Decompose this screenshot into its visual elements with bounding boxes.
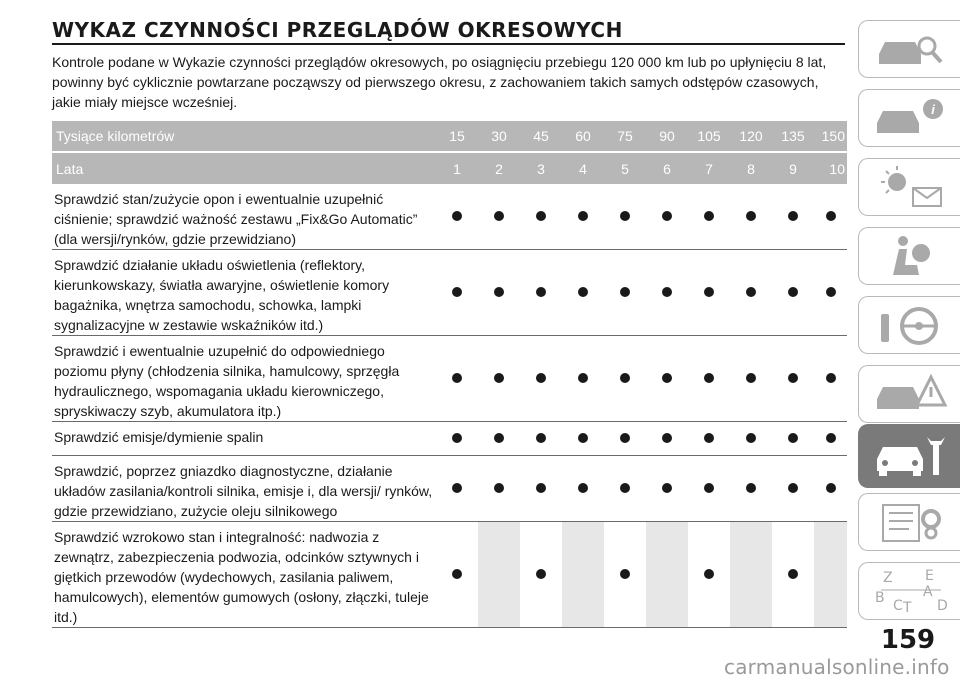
check-dot [620, 211, 630, 221]
check-dot [494, 483, 504, 493]
schedule-row-description: Sprawdzić, poprzez gniazdko diagnostyczne, działanie układów zasilania/kontroli silnika, emisje i, dla wersji/ rynków, gdzie przewidziano, zużycie oleju silnikowego [52, 456, 436, 522]
schedule-row-description: Sprawdzić emisje/dymienie spalin [52, 422, 436, 456]
km-header-row-value: 30 [478, 121, 520, 152]
check-cell [478, 336, 520, 422]
chapter-tab[interactable] [858, 493, 960, 551]
chapter-tab[interactable] [858, 227, 960, 285]
years-header-row-value: 9 [772, 152, 814, 184]
check-dot [704, 569, 714, 579]
check-dot [452, 569, 462, 579]
check-dot [826, 211, 836, 221]
check-dot [494, 211, 504, 221]
alphabet-letter: C [892, 598, 903, 614]
check-dot [620, 373, 630, 383]
check-dot [620, 569, 630, 579]
years-header-row [52, 152, 847, 184]
check-cell [604, 422, 646, 456]
km-header-row-label: Tysiące kilometrów [52, 121, 436, 152]
alphabet-letter: E [924, 568, 934, 584]
check-cell [772, 456, 814, 522]
check-dot [704, 483, 714, 493]
check-dot [536, 373, 546, 383]
check-dot [536, 287, 546, 297]
check-dot [662, 433, 672, 443]
steering-wheel-icon [869, 300, 951, 350]
check-dot [536, 569, 546, 579]
check-dot [788, 373, 798, 383]
schedule-row [52, 422, 847, 456]
check-dot [662, 211, 672, 221]
chapter-tab[interactable] [858, 365, 960, 423]
chapter-tab[interactable] [858, 296, 960, 354]
check-cell [814, 184, 847, 250]
check-cell [772, 336, 814, 422]
check-cell [814, 336, 847, 422]
km-header-row-value: 105 [688, 121, 730, 152]
car-search-icon [869, 24, 951, 74]
check-cell [814, 456, 847, 522]
check-cell [436, 522, 478, 628]
check-dot [746, 373, 756, 383]
check-cell [520, 184, 562, 250]
chapter-tab[interactable] [858, 89, 960, 147]
check-dot [578, 287, 588, 297]
km-header-row-value: 75 [604, 121, 646, 152]
years-header-row-value: 6 [646, 152, 688, 184]
check-cell [436, 250, 478, 336]
km-header-row [52, 121, 847, 152]
check-cell [520, 422, 562, 456]
check-cell [478, 422, 520, 456]
check-dot [452, 287, 462, 297]
check-dot [620, 287, 630, 297]
km-header-row-value: 60 [562, 121, 604, 152]
check-cell [646, 184, 688, 250]
watermark: carmanualsonline.info [724, 655, 950, 679]
check-dot [788, 569, 798, 579]
check-dot [826, 373, 836, 383]
check-dot [578, 373, 588, 383]
check-cell [688, 250, 730, 336]
check-dot [662, 287, 672, 297]
check-dot [704, 211, 714, 221]
chapter-tab[interactable] [858, 20, 960, 78]
km-header-row-value: 45 [520, 121, 562, 152]
check-cell [772, 184, 814, 250]
check-cell [436, 422, 478, 456]
check-dot [536, 433, 546, 443]
check-cell [646, 422, 688, 456]
alphabet-letter: T [902, 600, 912, 616]
years-header-row-value: 5 [604, 152, 646, 184]
check-dot [494, 373, 504, 383]
check-cell [730, 456, 772, 522]
check-cell [436, 336, 478, 422]
page-number: 159 [880, 625, 936, 655]
alphabet-letter: Z [882, 570, 893, 586]
check-dot [494, 287, 504, 297]
schedule-row [52, 336, 847, 422]
chapter-tabs-sidebar [858, 0, 960, 686]
check-dot [746, 483, 756, 493]
check-cell [478, 250, 520, 336]
check-cell [436, 184, 478, 250]
chapter-tab[interactable] [858, 562, 960, 620]
check-dot [620, 483, 630, 493]
check-dot [704, 433, 714, 443]
check-cell [562, 456, 604, 522]
years-header-row-value: 1 [436, 152, 478, 184]
years-header-row-value: 8 [730, 152, 772, 184]
check-cell [814, 422, 847, 456]
years-header-row-value: 2 [478, 152, 520, 184]
years-header-row-value: 3 [520, 152, 562, 184]
schedule-row-description: Sprawdzić działanie układu oświetlenia (reflektory, kierunkowskazy, światła awaryjne, oświetlenie komory bagażnika, wnętrza samochodu, schowka, lampki sygnalizacyjne w zestawie wskaźników itd.) [52, 250, 436, 336]
check-dot [494, 433, 504, 443]
check-cell [562, 184, 604, 250]
svg-text:i: i [930, 102, 935, 117]
km-header-row-value: 90 [646, 121, 688, 152]
check-dot [746, 433, 756, 443]
empty-cell [730, 522, 772, 628]
check-dot [704, 373, 714, 383]
check-cell [772, 250, 814, 336]
schedule-row-description: Sprawdzić stan/zużycie opon i ewentualnie uzupełnić ciśnienie; sprawdzić ważność zestawu „Fix&Go Automatic” (dla wersji/rynków, gdzie przewidziano) [52, 184, 436, 250]
check-dot [826, 483, 836, 493]
check-cell [814, 250, 847, 336]
check-cell [520, 250, 562, 336]
check-dot [578, 211, 588, 221]
intro-paragraph: Kontrole podane w Wykazie czynności przeglądów okresowych, po osiągnięciu przebiegu 120 000 km lub po upłynięciu 8 lat, powinny być cyklicznie powtarzane począwszy od pierwszego okresu, z zachowaniem takich samych odstępów czasowych, jakie miały miejsce wcześniej. [52, 54, 827, 110]
alphabet-letter: A [922, 584, 933, 600]
check-dot [788, 483, 798, 493]
check-dot [826, 287, 836, 297]
maintenance-schedule-table [52, 121, 847, 628]
years-header-row-value: 10 [814, 152, 847, 184]
check-dot [620, 433, 630, 443]
check-dot [788, 433, 798, 443]
check-cell [646, 456, 688, 522]
check-cell [730, 336, 772, 422]
check-dot [746, 287, 756, 297]
check-cell [562, 250, 604, 336]
alphabet-letter: B [874, 590, 885, 606]
check-cell [772, 422, 814, 456]
schedule-row-description: Sprawdzić i ewentualnie uzupełnić do odpowiedniego poziomu płyny (chłodzenia silnika, hamulcowy, sprzęgła hydraulicznego, wspomagania układu kierowniczego, spryskiwaczy szyb, akumulatora itp.) [52, 336, 436, 422]
check-dot [536, 483, 546, 493]
empty-cell [814, 522, 847, 628]
airbag-seat-icon [869, 231, 951, 281]
empty-cell [478, 522, 520, 628]
check-cell [688, 336, 730, 422]
check-cell [730, 422, 772, 456]
years-header-row-value: 7 [688, 152, 730, 184]
check-dot [826, 433, 836, 443]
check-dot [662, 373, 672, 383]
check-cell [562, 422, 604, 456]
check-cell [688, 456, 730, 522]
page-title: WYKAZ CZYNNOŚCI PRZEGLĄDÓW OKRESOWYCH [52, 18, 623, 42]
car-warning-triangle-icon [869, 369, 951, 419]
car-info-icon [869, 93, 951, 143]
check-cell [730, 184, 772, 250]
schedule-row-description: Sprawdzić wzrokowo stan i integralność: nadwozia z zewnątrz, zabezpieczenia podwozia, odcinków sztywnych i giętkich przewodów (wydechowych, zasilania paliwem, hamulcowych), elementów gumowych (osłony, złączki, tuleje itd.) [52, 522, 436, 628]
check-dot [788, 287, 798, 297]
schedule-row [52, 522, 847, 628]
alphabet-index-icon [869, 566, 951, 616]
alphabet-letter: D [936, 598, 948, 614]
km-header-row-value: 135 [772, 121, 814, 152]
car-wrench-icon [869, 431, 951, 481]
check-cell [730, 250, 772, 336]
check-cell [604, 184, 646, 250]
check-cell [688, 522, 730, 628]
check-dot [452, 373, 462, 383]
check-cell [604, 250, 646, 336]
check-dot [788, 211, 798, 221]
check-cell [772, 522, 814, 628]
check-cell [520, 336, 562, 422]
check-cell [646, 250, 688, 336]
years-header-row-label: Lata [52, 152, 436, 184]
schedule-row [52, 456, 847, 522]
list-gear-icon [869, 497, 951, 547]
check-cell [604, 522, 646, 628]
check-cell [646, 336, 688, 422]
empty-cell [562, 522, 604, 628]
check-dot [662, 483, 672, 493]
years-header-row-value: 4 [562, 152, 604, 184]
check-dot [536, 211, 546, 221]
check-dot [452, 483, 462, 493]
check-cell [604, 456, 646, 522]
check-dot [746, 211, 756, 221]
warning-lights-icon [869, 162, 951, 212]
check-cell [604, 336, 646, 422]
check-cell [562, 336, 604, 422]
empty-cell [646, 522, 688, 628]
check-dot [704, 287, 714, 297]
check-cell [688, 422, 730, 456]
check-cell [520, 522, 562, 628]
check-cell [478, 184, 520, 250]
check-dot [452, 433, 462, 443]
check-cell [478, 456, 520, 522]
km-header-row-value: 150 [814, 121, 847, 152]
chapter-tab[interactable] [858, 424, 960, 488]
check-dot [578, 483, 588, 493]
schedule-row [52, 184, 847, 250]
schedule-row [52, 250, 847, 336]
check-cell [436, 456, 478, 522]
title-underline [52, 43, 845, 45]
chapter-tab[interactable] [858, 158, 960, 216]
check-dot [578, 433, 588, 443]
check-cell [688, 184, 730, 250]
check-dot [452, 211, 462, 221]
km-header-row-value: 120 [730, 121, 772, 152]
km-header-row-value: 15 [436, 121, 478, 152]
check-cell [520, 456, 562, 522]
